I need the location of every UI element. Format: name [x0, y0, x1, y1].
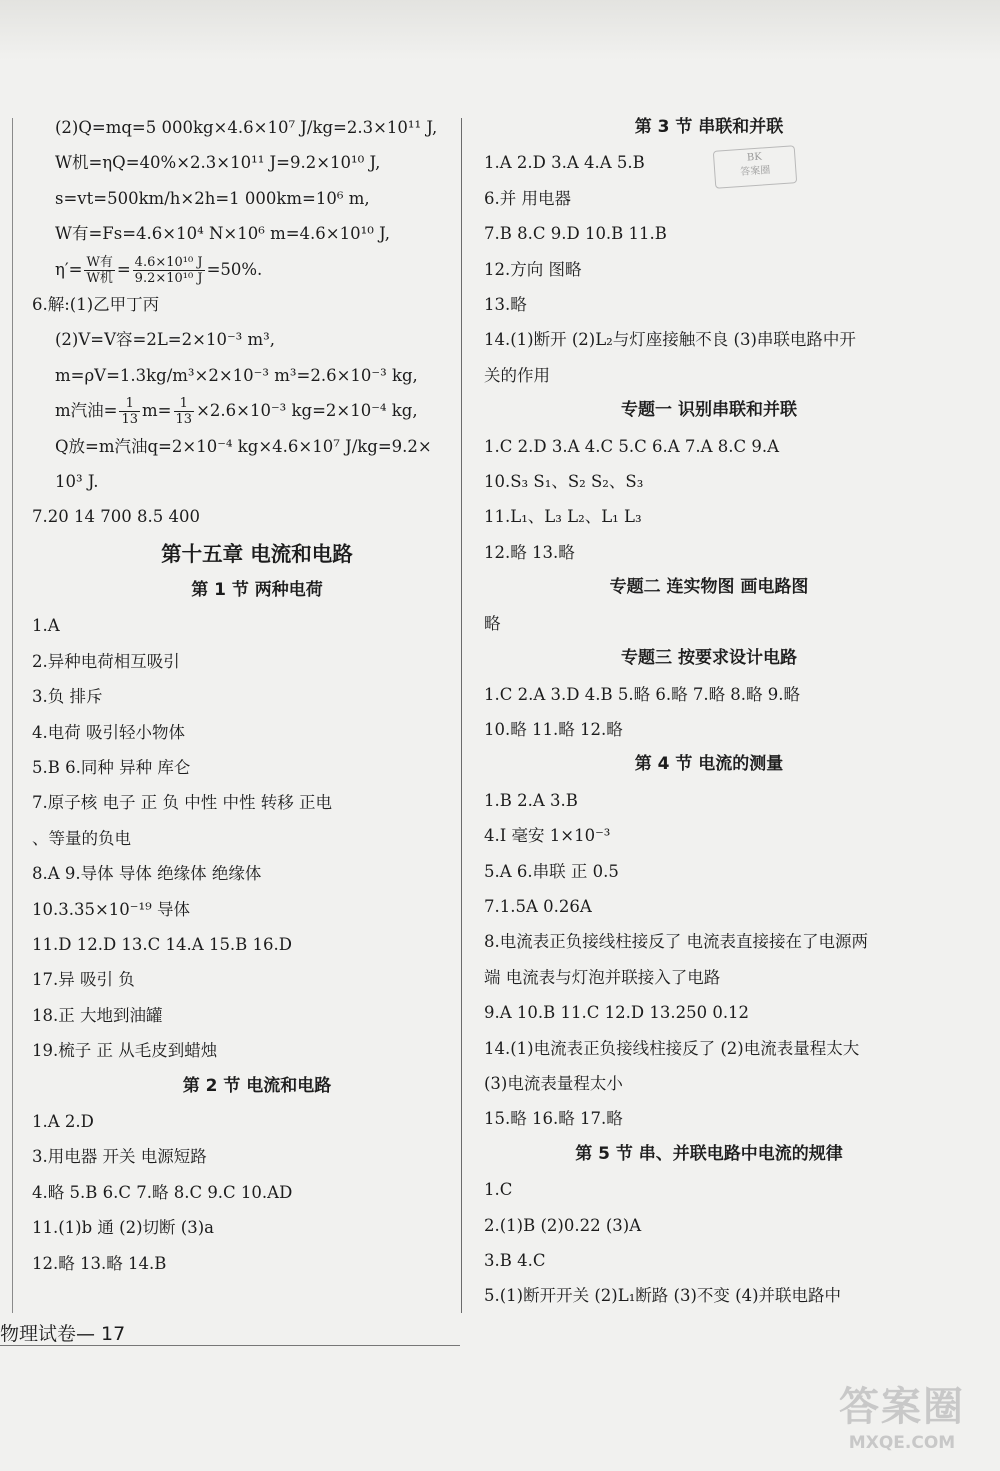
answer-line: 1.A 2.D 3.A 4.A 5.B	[484, 153, 645, 173]
answer-line: 11.(1)b 通 (2)切断 (3)a	[32, 1218, 214, 1238]
page-footer: 物理试卷— 17	[0, 1323, 126, 1345]
fraction-numerator: 1	[174, 396, 195, 412]
answer-line: 5.A 6.串联 正 0.5	[484, 861, 619, 881]
answer-line: 18.正 大地到油罐	[32, 1005, 163, 1025]
formula-result: ×2.6×10⁻³ kg=2×10⁻⁴ kg,	[196, 401, 418, 421]
chapter-title: 第十五章 电流和电路	[161, 541, 353, 566]
answer-line: 17.异 吸引 负	[32, 970, 135, 990]
section-title: 第 2 节 电流和电路	[182, 1075, 332, 1096]
answer-line: m=ρV=1.3kg/m³×2×10⁻³ m³=2.6×10⁻³ kg,	[55, 365, 418, 385]
section-title: 第 5 节 串、并联电路中电流的规律	[575, 1143, 843, 1164]
answer-line: 14.(1)电流表正负接线柱接反了 (2)电流表量程太大	[484, 1038, 860, 1058]
answer-line: 10³ J.	[55, 472, 99, 492]
efficiency-formula	[32, 252, 482, 287]
section-title: 第 4 节 电流的测量	[634, 754, 784, 775]
answer-line: Q放=m汽油q=2×10⁻⁴ kg×4.6×10⁷ J/kg=9.2×	[55, 436, 432, 456]
watermark-logo	[812, 1382, 992, 1468]
answer-line: 15.略 16.略 17.略	[484, 1109, 623, 1129]
left-column	[32, 110, 482, 1281]
answer-line: 、等量的负电	[32, 828, 131, 848]
answer-line: W有=Fs=4.6×10⁴ N×10⁶ m=4.6×10¹⁰ J,	[55, 224, 390, 244]
answer-line: 1.C	[484, 1180, 513, 1200]
answer-line: 3.用电器 开关 电源短路	[32, 1147, 207, 1167]
answer-line: 4.电荷 吸引轻小物体	[32, 722, 185, 742]
answer-line: 7.20 14 700 8.5 400	[32, 507, 200, 527]
fraction-denominator: 13	[175, 412, 193, 428]
fraction-denominator: 9.2×10¹⁰ J	[134, 270, 203, 286]
page-top-shadow	[0, 0, 1000, 60]
answer-line: 8.电流表正负接线柱接反了 电流表直接接在了电源两	[484, 932, 868, 952]
answer-line: 12.略 13.略	[484, 542, 575, 562]
answer-line: 7.原子核 电子 正 负 中性 中性 转移 正电	[32, 793, 332, 813]
right-column	[484, 110, 934, 1314]
answer-line: 9.A 10.B 11.C 12.D 13.250 0.12	[484, 1003, 750, 1023]
answer-line: 12.略 13.略 14.B	[32, 1253, 167, 1273]
fraction	[84, 255, 114, 286]
answer-line: 端 电流表与灯泡并联接入了电路	[484, 967, 721, 987]
answer-line: 5.B 6.同种 异种 库仑	[32, 757, 191, 777]
left-margin-rule	[12, 118, 13, 1313]
answer-line: 3.B 4.C	[484, 1251, 546, 1270]
answer-line: 2.异种电荷相互吸引	[32, 651, 180, 671]
fraction-denominator: 13	[121, 412, 139, 428]
mass-formula	[32, 393, 482, 428]
fraction-numerator: W有	[86, 254, 113, 270]
answer-line: 4.略 5.B 6.C 7.略 8.C 9.C 10.AD	[32, 1182, 293, 1202]
answer-line: 13.略	[484, 295, 527, 315]
fraction-numerator: 4.6×10¹⁰ J	[134, 254, 203, 270]
fraction	[119, 396, 140, 427]
answer-line: (2)V=V容=2L=2×10⁻³ m³,	[55, 330, 276, 350]
topic-title: 专题二 连实物图 画电路图	[609, 577, 809, 598]
answer-line: 1.B 2.A 3.B	[484, 790, 578, 810]
answer-line: 7.1.5A 0.26A	[484, 896, 592, 916]
formula-prefix: m汽油=	[55, 401, 118, 421]
formula-result: =50%.	[206, 259, 263, 279]
answer-line: 12.方向 图略	[484, 259, 582, 279]
answer-line: W机=ηQ=40%×2.3×10¹¹ J=9.2×10¹⁰ J,	[55, 153, 381, 173]
answer-line: 1.A 2.D	[32, 1111, 94, 1131]
watermark-url: MXQE.COM	[848, 1433, 956, 1453]
answer-line: 关的作用	[484, 365, 550, 385]
answer-line: 4.I 毫安 1×10⁻³	[484, 826, 611, 846]
answer-line: 10.略 11.略 12.略	[484, 719, 623, 739]
answer-line: 11.D 12.D 13.C 14.A 15.B 16.D	[32, 934, 293, 954]
fraction	[133, 255, 205, 286]
answer-line: 11.L₁、L₃ L₂、L₁ L₃	[484, 507, 642, 527]
answer-line: (2)Q=mq=5 000kg×4.6×10⁷ J/kg=2.3×10¹¹ J,	[55, 118, 438, 137]
fraction-numerator: 1	[119, 396, 140, 412]
answer-line: 1.A	[32, 616, 60, 636]
sticker-stamp	[713, 145, 797, 189]
answer-line: 8.A 9.导体 导体 绝缘体 绝缘体	[32, 864, 262, 884]
stamp-line: BK	[746, 151, 763, 164]
answer-line: 1.C 2.D 3.A 4.C 5.C 6.A 7.A 8.C 9.A	[484, 436, 780, 456]
answer-line: 1.C 2.A 3.D 4.B 5.略 6.略 7.略 8.略 9.略	[484, 684, 801, 704]
answer-line: s=vt=500km/h×2h=1 000km=10⁶ m,	[55, 188, 370, 208]
topic-title: 专题一 识别串联和并联	[621, 400, 797, 421]
answer-line: 10.3.35×10⁻¹⁹ 导体	[32, 899, 190, 919]
answer-line: 19.梳子 正 从毛皮到蜡烛	[32, 1041, 218, 1061]
answer-line: 2.(1)B (2)0.22 (3)A	[484, 1215, 642, 1235]
section-title: 第 1 节 两种电荷	[191, 579, 323, 600]
answer-line: 6.解:(1)乙甲丁丙	[32, 295, 160, 315]
answer-line: 3.负 排斥	[32, 687, 103, 707]
formula-middle: m=	[142, 401, 172, 421]
answer-line: 6.并 用电器	[484, 188, 571, 208]
answer-line: (3)电流表量程太小	[484, 1073, 623, 1093]
section-title: 第 3 节 串联和并联	[634, 117, 784, 137]
answer-line: 10.S₃ S₁、S₂ S₂、S₃	[484, 472, 644, 492]
stamp-line: 答案圈	[739, 164, 771, 179]
fraction	[174, 396, 195, 427]
watermark-text: 答案圈	[839, 1384, 965, 1430]
fraction-denominator: W机	[86, 270, 113, 286]
topic-title: 专题三 按要求设计电路	[621, 648, 797, 669]
formula-prefix: η′=	[55, 259, 83, 279]
answer-line: 14.(1)断开 (2)L₂与灯座接触不良 (3)串联电路中开	[484, 330, 856, 350]
formula-equals: =	[116, 259, 131, 279]
answer-line: 略	[484, 613, 501, 633]
answer-line: 7.B 8.C 9.D 10.B 11.B	[484, 224, 667, 244]
answer-line: 5.(1)断开开关 (2)L₁断路 (3)不变 (4)并联电路中	[484, 1286, 842, 1306]
